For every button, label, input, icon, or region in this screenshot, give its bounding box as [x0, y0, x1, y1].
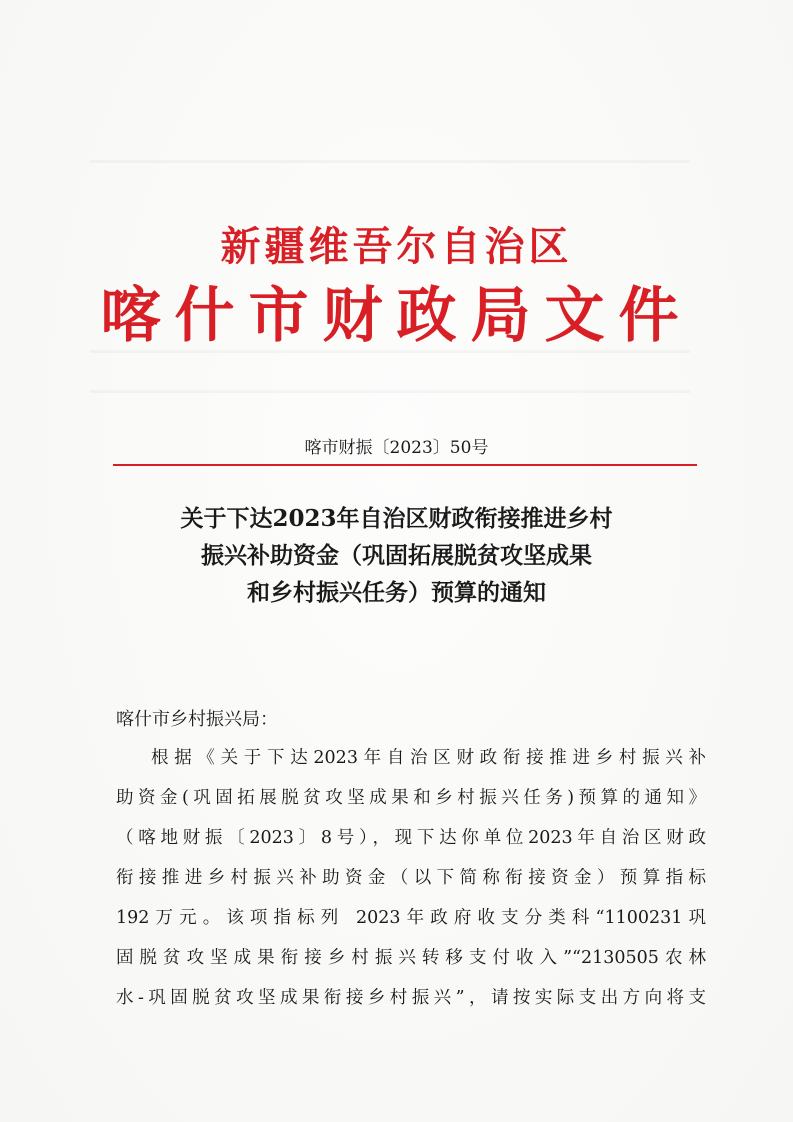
body-line: 水-巩固脱贫攻坚成果衔接乡村振兴”，请按实际支出方向将支	[116, 988, 706, 1008]
issuer-region-heading: 新疆维吾尔自治区	[220, 223, 573, 270]
body-line: 192万元。该项指标列 2023年政府收支分类科“1100231巩	[116, 908, 706, 928]
body-line: 助资金(巩固拓展脱贫攻坚成果和乡村振兴任务)预算的通知》	[116, 788, 706, 808]
bleed-through-mark	[90, 390, 690, 393]
red-separator-rule	[113, 464, 697, 466]
body-line: （喀地财振〔2023〕8号），现下达你单位2023年自治区财政	[116, 828, 706, 848]
bleed-through-mark	[90, 160, 690, 163]
body-line: 衔接推进乡村振兴补助资金（以下简称衔接资金）预算指标	[116, 868, 706, 888]
issuer-office-heading: 喀什市财政局文件	[100, 281, 693, 351]
document-title	[100, 500, 693, 611]
body-line: 固脱贫攻坚成果衔接乡村振兴转移支付收入”“2130505农林	[116, 948, 706, 968]
body-text	[116, 738, 716, 1018]
document-number: 喀市财振〔2023〕50号	[304, 438, 489, 458]
recipient-salutation: 喀什市乡村振兴局：	[116, 709, 278, 730]
title-line: 和乡村振兴任务）预算的通知	[247, 579, 546, 606]
body-line: 根据《关于下达2023年自治区财政衔接推进乡村振兴补	[151, 748, 706, 768]
title-line: 振兴补助资金（巩固拓展脱贫攻坚成果	[201, 542, 592, 569]
title-line: 关于下达2023年自治区财政衔接推进乡村	[180, 505, 613, 532]
